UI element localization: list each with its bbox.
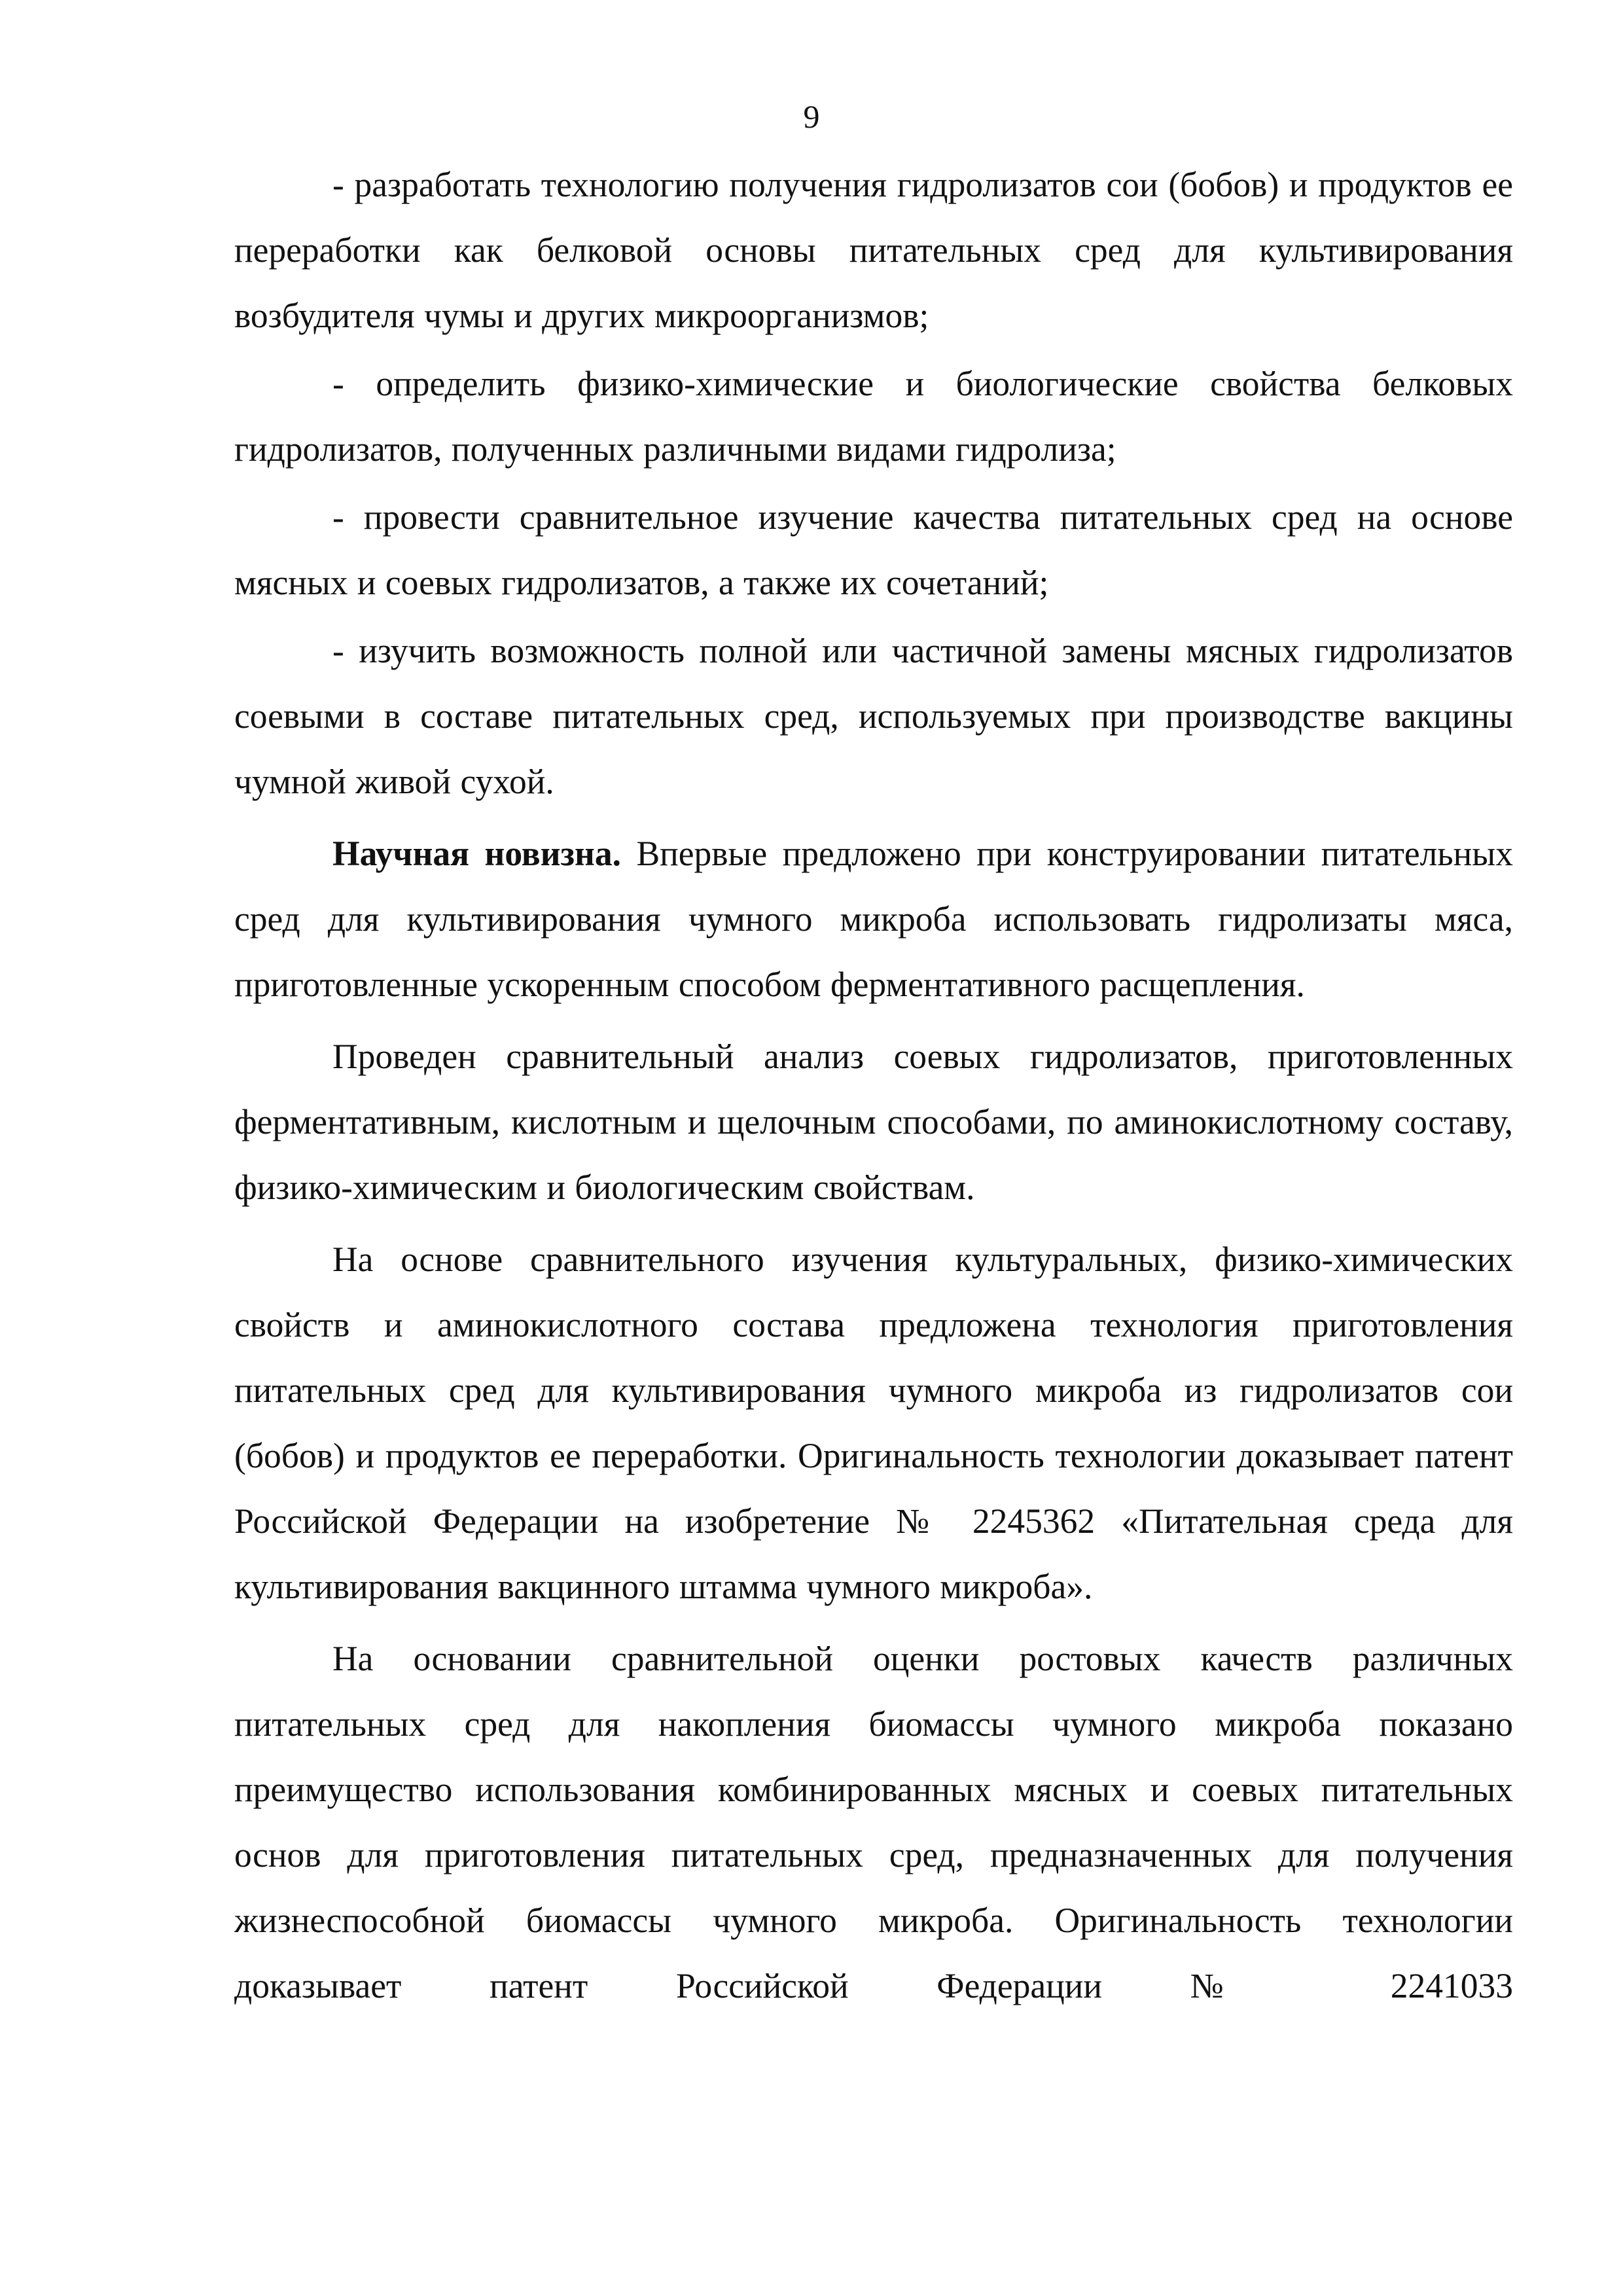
task-item-replacement: - изучить возможность полной или частичной замены мясных гидролизатов соевыми в составе питательных сред, используемых при производстве вакцины чумной живой сухой. bbox=[234, 631, 1513, 801]
task-item-properties: - определить физико-химические и биологические свойства белковых гидролизатов, полученных различными видами гидролиза; bbox=[234, 364, 1513, 469]
scientific-novelty-paragraph bbox=[234, 821, 1513, 1017]
scientific-novelty-heading: Научная новизна. bbox=[332, 834, 621, 873]
analysis-paragraph: Проведен сравнительный анализ соевых гидролизатов, приготовленных ферментативным, кислотным и щелочным способами, по аминокислотному составу, физико-химическим и биологическим свойствам. bbox=[234, 1037, 1513, 1207]
scientific-novelty-text: Впервые предложено при конструировании питательных сред для культивирования чумного микроба использовать гидролизаты мяса, приготовленные ускоренным способом ферментативного расщепления. bbox=[234, 834, 1513, 1004]
technology-paragraph: На основе сравнительного изучения культуральных, физико-химических свойств и аминокислотного состава предложена технология приготовления питательных сред для культивирования чумного микроба из гидролизатов сои (бобов) и продуктов ее переработки. Оригинальность технологии доказывает патент Российской Федерации на изобретение № 2245362 «Питательная среда для культивирования вакцинного штамма чумного микроба». bbox=[234, 1240, 1513, 1606]
task-item-comparison: - провести сравнительное изучение качества питательных сред на основе мясных и соевых гидролизатов, а также их сочетаний; bbox=[234, 497, 1513, 602]
evaluation-paragraph: На основании сравнительной оценки ростовых качеств различных питательных сред для накопления биомассы чумного микроба показано преимущество использования комбинированных мясных и соевых питательных основ для приготовления питательных сред, предназначенных для получения жизнеспособной биомассы чумного микроба. Оригинальность технологии доказывает патент Российской Федерации № 2241033 bbox=[234, 1639, 1513, 2005]
page-number: 9 bbox=[803, 98, 820, 135]
body-text bbox=[234, 152, 1513, 2018]
task-item-technology: - разработать технологию получения гидролизатов сои (бобов) и продуктов ее переработки как белковой основы питательных сред для культивирования возбудителя чумы и других микроорганизмов; bbox=[234, 165, 1513, 335]
